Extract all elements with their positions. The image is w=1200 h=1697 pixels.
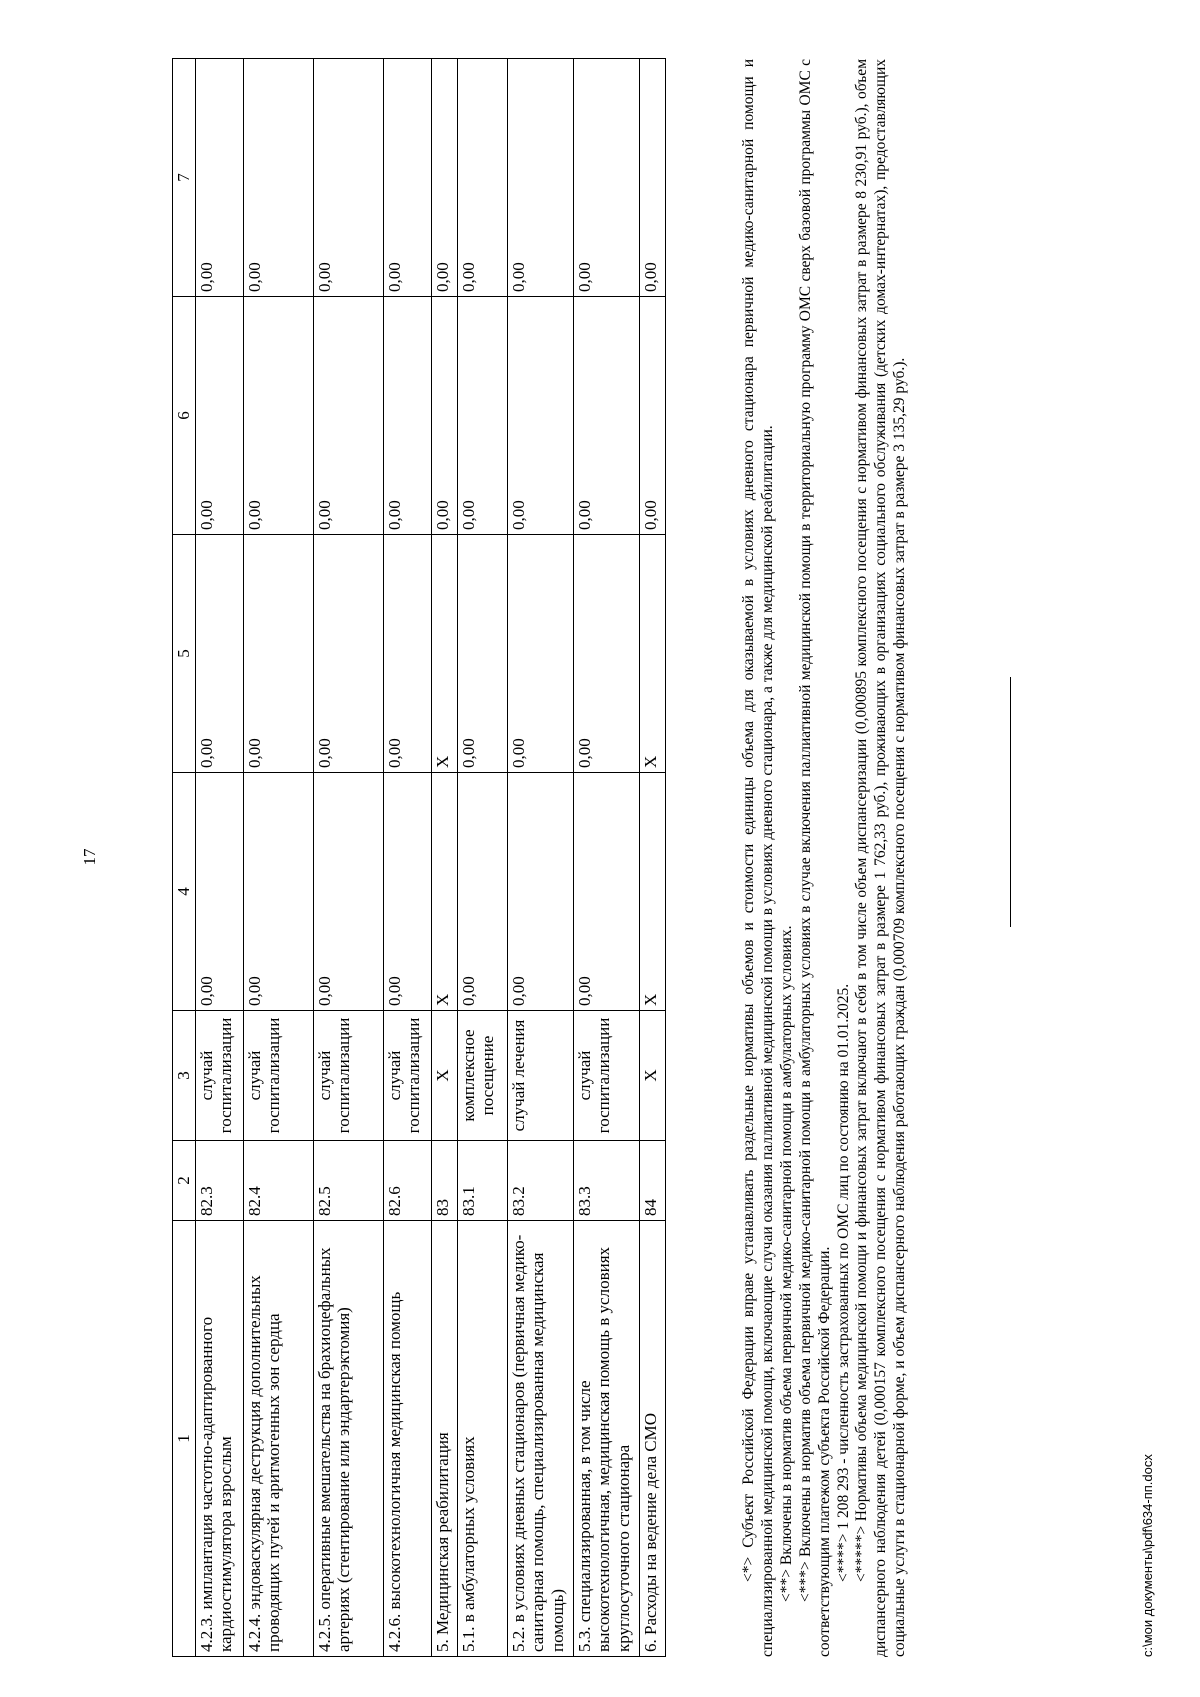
table-cell-name: 4.2.6. высокотехнологичная медицинская помощь <box>383 1221 431 1657</box>
header-cell: 5 <box>173 535 196 773</box>
table-cell-c6: 0,00 <box>431 297 457 535</box>
table-cell-unit: случай госпитализации <box>195 1011 243 1141</box>
table-row <box>195 59 243 1657</box>
table-cell-code: 83.2 <box>507 1141 573 1221</box>
table-cell-c7: 0,00 <box>431 59 457 297</box>
table-cell-c6: 0,00 <box>457 297 507 535</box>
footnote: <***> Включены в норматив объема первичной медико-санитарной помощи в амбулаторных условиях в случае включения паллиативной медицинской помощи в территориальную программу ОМС сверх базовой программы ОМС с соответствующим платежом субъекта Российской Федерации. <box>796 59 833 1657</box>
table-cell-c4: 0,00 <box>573 773 639 1011</box>
table-cell-name: 5.1. в амбулаторных условиях <box>457 1221 507 1657</box>
table-cell-c4: 0,00 <box>383 773 431 1011</box>
table-cell-c7: 0,00 <box>383 59 431 297</box>
table-cell-c5: 0,00 <box>457 535 507 773</box>
footnote: <*****> Нормативы объема медицинской помощи и финансовых затрат включают в себя в том числе объем диспансеризации (0,000895 комплексного посещения с нормативом финансовых затрат в размере 8 230,91 руб.), объем диспансерного наблюдения детей (0,000157 комплексного посещения с нормативом финансовых затрат в размере 1 762,33 руб.), проживающих в организациях социального обслуживания (детских домах-интернатах), предоставляющих социальные услуги в стационарной форме, и объем диспансерного наблюдения работающих граждан (0,000709 комплексного посещения с нормативом финансовых затрат в размере 3 135,29 руб.). <box>853 59 909 1657</box>
table-row <box>383 59 431 1657</box>
table-cell-name: 5. Медицинская реабилитация <box>431 1221 457 1657</box>
table-cell-unit: случай госпитализации <box>573 1011 639 1141</box>
table-cell-unit: X <box>639 1011 665 1141</box>
table-row <box>431 59 457 1657</box>
footnote: <**> Включены в норматив объема первичной медико-санитарной помощи в амбулаторных условиях. <box>777 925 795 1602</box>
header-cell: 6 <box>173 297 196 535</box>
table-cell-unit: X <box>431 1011 457 1141</box>
page-number: 17 <box>80 848 99 866</box>
table-cell-c6: 0,00 <box>313 297 383 535</box>
table-cell-c6: 0,00 <box>195 297 243 535</box>
table-cell-c7: 0,00 <box>195 59 243 297</box>
table-cell-name: 4.2.5. оперативные вмешательства на брахиоцефальных артериях (стентирование или эндартерэктомия) <box>313 1221 383 1657</box>
header-cell: 7 <box>173 59 196 297</box>
table-cell-c7: 0,00 <box>457 59 507 297</box>
table-cell-unit: случай госпитализации <box>243 1011 313 1141</box>
table-cell-unit: случай госпитализации <box>313 1011 383 1141</box>
header-cell: 3 <box>173 1011 196 1141</box>
table-cell-code: 83.1 <box>457 1141 507 1221</box>
table-cell-code: 82.6 <box>383 1141 431 1221</box>
table-cell-code: 83.3 <box>573 1141 639 1221</box>
table-cell-c7: 0,00 <box>507 59 573 297</box>
table-cell-code: 82.3 <box>195 1141 243 1221</box>
table-cell-c6: 0,00 <box>243 297 313 535</box>
table-cell-unit: случай лечения <box>507 1011 573 1141</box>
table-row <box>313 59 383 1657</box>
table-header-row <box>173 59 196 1657</box>
table-cell-c7: 0,00 <box>313 59 383 297</box>
table-cell-c6: 0,00 <box>639 297 665 535</box>
table-cell-c5: 0,00 <box>573 535 639 773</box>
table-cell-c5: 0,00 <box>195 535 243 773</box>
table-cell-c6: 0,00 <box>507 297 573 535</box>
table-cell-code: 82.5 <box>313 1141 383 1221</box>
table-cell-c5: 0,00 <box>507 535 573 773</box>
table-row <box>243 59 313 1657</box>
table-row <box>573 59 639 1657</box>
table-cell-c5: 0,00 <box>243 535 313 773</box>
table-cell-c4: 0,00 <box>507 773 573 1011</box>
file-path: c:\мои документы\pdf\634-пп.docx <box>1140 1454 1155 1657</box>
footnote: <*> Субъект Российской Федерации вправе устанавливать раздельные нормативы объемов и стоимости единицы объема для оказываемой в условиях дневного стационара первичной медико-санитарной помощи и специализированной медицинской помощи, включающие случаи оказания паллиативной медицинской помощи в условиях дневного стационара, а также для медицинской реабилитации. <box>740 59 776 1657</box>
separator-line <box>1010 677 1011 927</box>
table-cell-code: 84 <box>639 1141 665 1221</box>
norms-table <box>172 58 666 1657</box>
table-cell-c5: 0,00 <box>383 535 431 773</box>
table-cell-c4: 0,00 <box>195 773 243 1011</box>
footnote: <****> 1 208 293 - численность застрахованных по ОМС лиц по состоянию на 01.01.2025. <box>834 983 852 1582</box>
table-cell-c4: 0,00 <box>313 773 383 1011</box>
table-cell-c5: 0,00 <box>313 535 383 773</box>
header-cell: 1 <box>173 1221 196 1657</box>
table-cell-c5: X <box>639 535 665 773</box>
table-cell-c4: 0,00 <box>243 773 313 1011</box>
table-cell-c4: X <box>431 773 457 1011</box>
table-cell-c7: 0,00 <box>639 59 665 297</box>
table-row <box>507 59 573 1657</box>
table-row <box>639 59 665 1657</box>
table-cell-name: 5.2. в условиях дневных стационаров (первичная медико-санитарная помощь, специализированная медицинская помощь) <box>507 1221 573 1657</box>
table-cell-c4: X <box>639 773 665 1011</box>
table-cell-unit: комплексное посещение <box>457 1011 507 1141</box>
table-cell-name: 6. Расходы на ведение дела СМО <box>639 1221 665 1657</box>
table-cell-c5: X <box>431 535 457 773</box>
table-cell-code: 82.4 <box>243 1141 313 1221</box>
table-cell-c4: 0,00 <box>457 773 507 1011</box>
table-cell-unit: случай госпитализации <box>383 1011 431 1141</box>
header-cell: 2 <box>173 1141 196 1221</box>
table-cell-c7: 0,00 <box>243 59 313 297</box>
table-cell-name: 4.2.3. имплантация частотно-адаптированного кардиостимулятора взрослым <box>195 1221 243 1657</box>
table-cell-code: 83 <box>431 1141 457 1221</box>
header-cell: 4 <box>173 773 196 1011</box>
table-cell-name: 5.3. специализированная, в том числе высокотехнологичная, медицинская помощь в условиях круглосуточного стационара <box>573 1221 639 1657</box>
table-cell-name: 4.2.4. эндоваскулярная деструкция дополнительных проводящих путей и аритмогенных зон сердца <box>243 1221 313 1657</box>
table-cell-c7: 0,00 <box>573 59 639 297</box>
table-row <box>457 59 507 1657</box>
table-cell-c6: 0,00 <box>383 297 431 535</box>
footnotes <box>740 59 910 1657</box>
table-cell-c6: 0,00 <box>573 297 639 535</box>
